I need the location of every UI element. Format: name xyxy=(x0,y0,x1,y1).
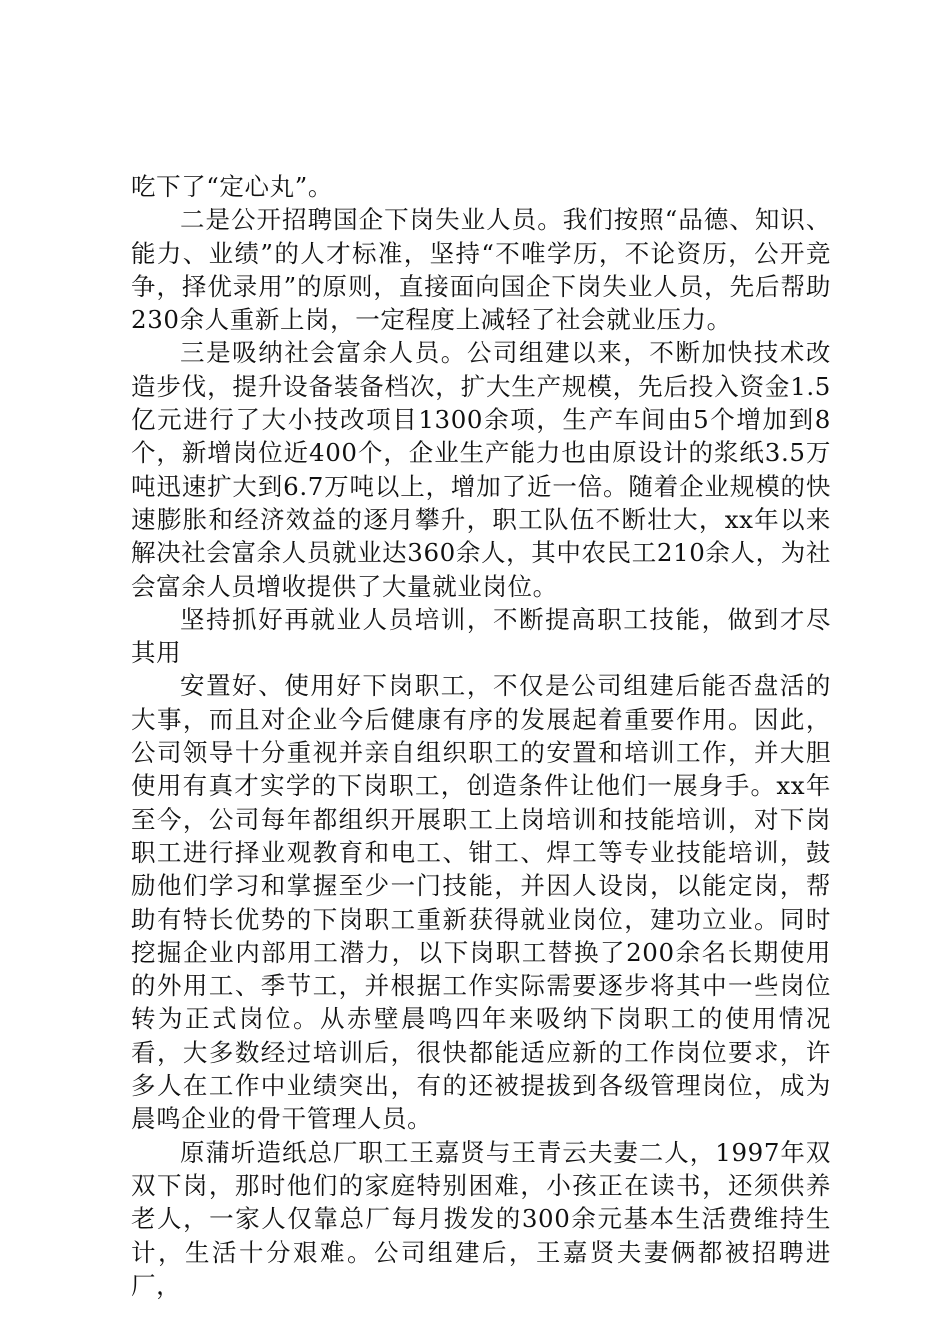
paragraph-4: 坚持抓好再就业人员培训，不断提高职工技能，做到才尽其用 xyxy=(131,604,831,668)
paragraph-1: 吃下了“定心丸”。 xyxy=(131,172,333,201)
paragraph-2: 二是公开招聘国企下岗失业人员。我们按照“品德、知识、能力、业绩”的人才标准，坚持“不唯学历，不论资历，公开竞争，择优录用”的原则，直接面向国企下岗失业人员，先后帮助230余人重新上岗，一定程度上减轻了社会就业压力。 xyxy=(131,205,831,335)
paragraph-6: 原蒲圻造纸总厂职工王嘉贤与王青云夫妻二人，1997年双双下岗，那时他们的家庭特别困难，小孩正在读书，还须供养老人，一家人仅靠总厂每月拨发的300余元基本生活费维持生计，生活十分艰难。公司组建后，王嘉贤夫妻俩都被招聘进厂， xyxy=(131,1137,831,1300)
paragraph-3: 三是吸纳社会富余人员。公司组建以来，不断加快技术改造步伐，提升设备装备档次，扩大生产规模，先后投入资金1.5亿元进行了大小技改项目1300余项，生产车间由5个增加到8个，新增岗位近400个，企业生产能力也由原设计的浆纸3.5万吨迅速扩大到6.7万吨以上，增加了近一倍。随着企业规模的快速膨胀和经济效益的逐月攀升，职工队伍不断壮大，xx年以来解决社会富余人员就业达360余人，其中农民工210余人，为社会富余人员增收提供了大量就业岗位。 xyxy=(131,338,831,601)
document-body xyxy=(131,170,831,1302)
paragraph-5: 安置好、使用好下岗职工，不仅是公司组建后能否盘活的大事，而且对企业今后健康有序的发展起着重要作用。因此，公司领导十分重视并亲自组织职工的安置和培训工作，并大胆使用有真才实学的下岗职工，创造条件让他们一展身手。xx年至今，公司每年都组织开展职工上岗培训和技能培训，对下岗职工进行择业观教育和电工、钳工、焊工等专业技能培训，鼓励他们学习和掌握至少一门技能，并因人设岗，以能定岗，帮助有特长优势的下岗职工重新获得就业岗位，建功立业。同时挖掘企业内部用工潜力，以下岗职工替换了200余名长期使用的外用工、季节工，并根据工作实际需要逐步将其中一些岗位转为正式岗位。从赤壁晨鸣四年来吸纳下岗职工的使用情况看，大多数经过培训后，很快都能适应新的工作岗位要求，许多人在工作中业绩突出，有的还被提拔到各级管理岗位，成为晨鸣企业的骨干管理人员。 xyxy=(131,671,831,1134)
